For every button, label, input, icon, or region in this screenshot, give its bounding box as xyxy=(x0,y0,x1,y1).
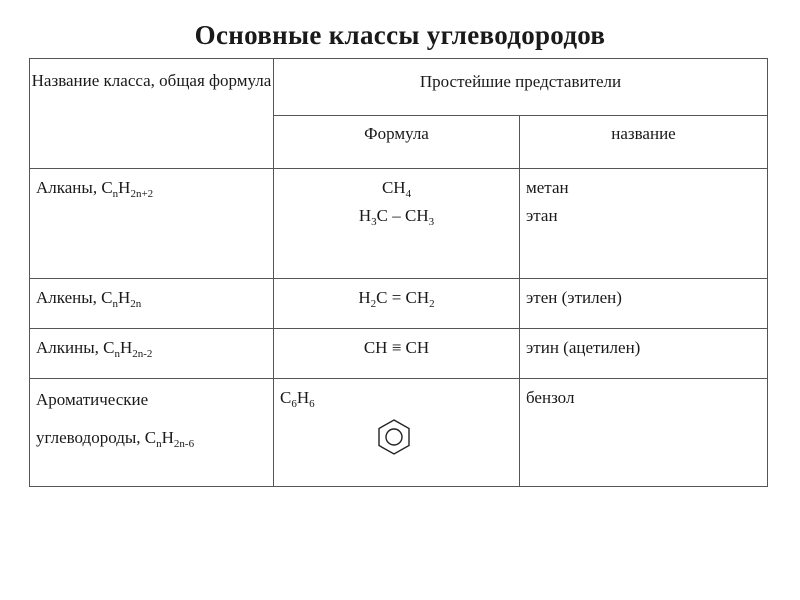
class-cell xyxy=(30,329,274,379)
table-row-alkanes xyxy=(30,169,768,279)
formula-line: $H_2C = CH_2$ xyxy=(358,288,435,310)
formula-line: $H_3C - CH_3$ xyxy=(358,206,435,228)
name-line: этин (ацетилен) xyxy=(526,338,641,357)
header-representatives-cell xyxy=(274,59,768,116)
table-row-alkenes xyxy=(30,279,768,329)
name-line: этан xyxy=(526,206,558,225)
header-name-cell xyxy=(520,116,768,169)
benzene-ring-icon xyxy=(376,418,412,456)
class-label: Ароматические углеводороды, $C_nH_{2n-6}$ xyxy=(36,390,195,450)
class-label: Алканы, $C_nH_{2n+2}$ xyxy=(36,178,154,200)
formula-line: CH ≡ CH xyxy=(363,338,430,357)
table-row-aromatic xyxy=(30,379,768,487)
formula-line: $C_6H_6$ xyxy=(280,388,315,410)
hydrocarbon-classes-table xyxy=(29,58,768,487)
formula-cell xyxy=(274,379,520,487)
header-row-1 xyxy=(30,59,768,116)
formula-line: $CH_4$ xyxy=(381,178,412,200)
name-cell xyxy=(520,329,768,379)
header-class-name: Название класса, общая формула xyxy=(31,71,272,90)
header-name: название xyxy=(611,124,676,143)
name-line: этен (этилен) xyxy=(526,288,622,307)
formula-cell xyxy=(274,329,520,379)
header-class-name-cell xyxy=(30,59,274,169)
formula-cell xyxy=(274,169,520,279)
name-cell xyxy=(520,169,768,279)
class-label: Алкины, $C_nH_{2n-2}$ xyxy=(36,338,153,360)
name-line: бензол xyxy=(526,388,575,407)
class-cell xyxy=(30,169,274,279)
class-cell xyxy=(30,379,274,487)
table-row-alkynes xyxy=(30,329,768,379)
name-line: метан xyxy=(526,178,569,197)
page-title: Основные классы углеводородов xyxy=(194,20,606,50)
header-representatives: Простейшие представители xyxy=(419,72,622,91)
header-formula: Формула xyxy=(364,124,429,143)
name-cell xyxy=(520,279,768,329)
formula-cell xyxy=(274,279,520,329)
header-formula-cell xyxy=(274,116,520,169)
class-cell xyxy=(30,279,274,329)
class-label: Алкены, $C_nH_{2n}$ xyxy=(36,288,142,310)
name-cell xyxy=(520,379,768,487)
